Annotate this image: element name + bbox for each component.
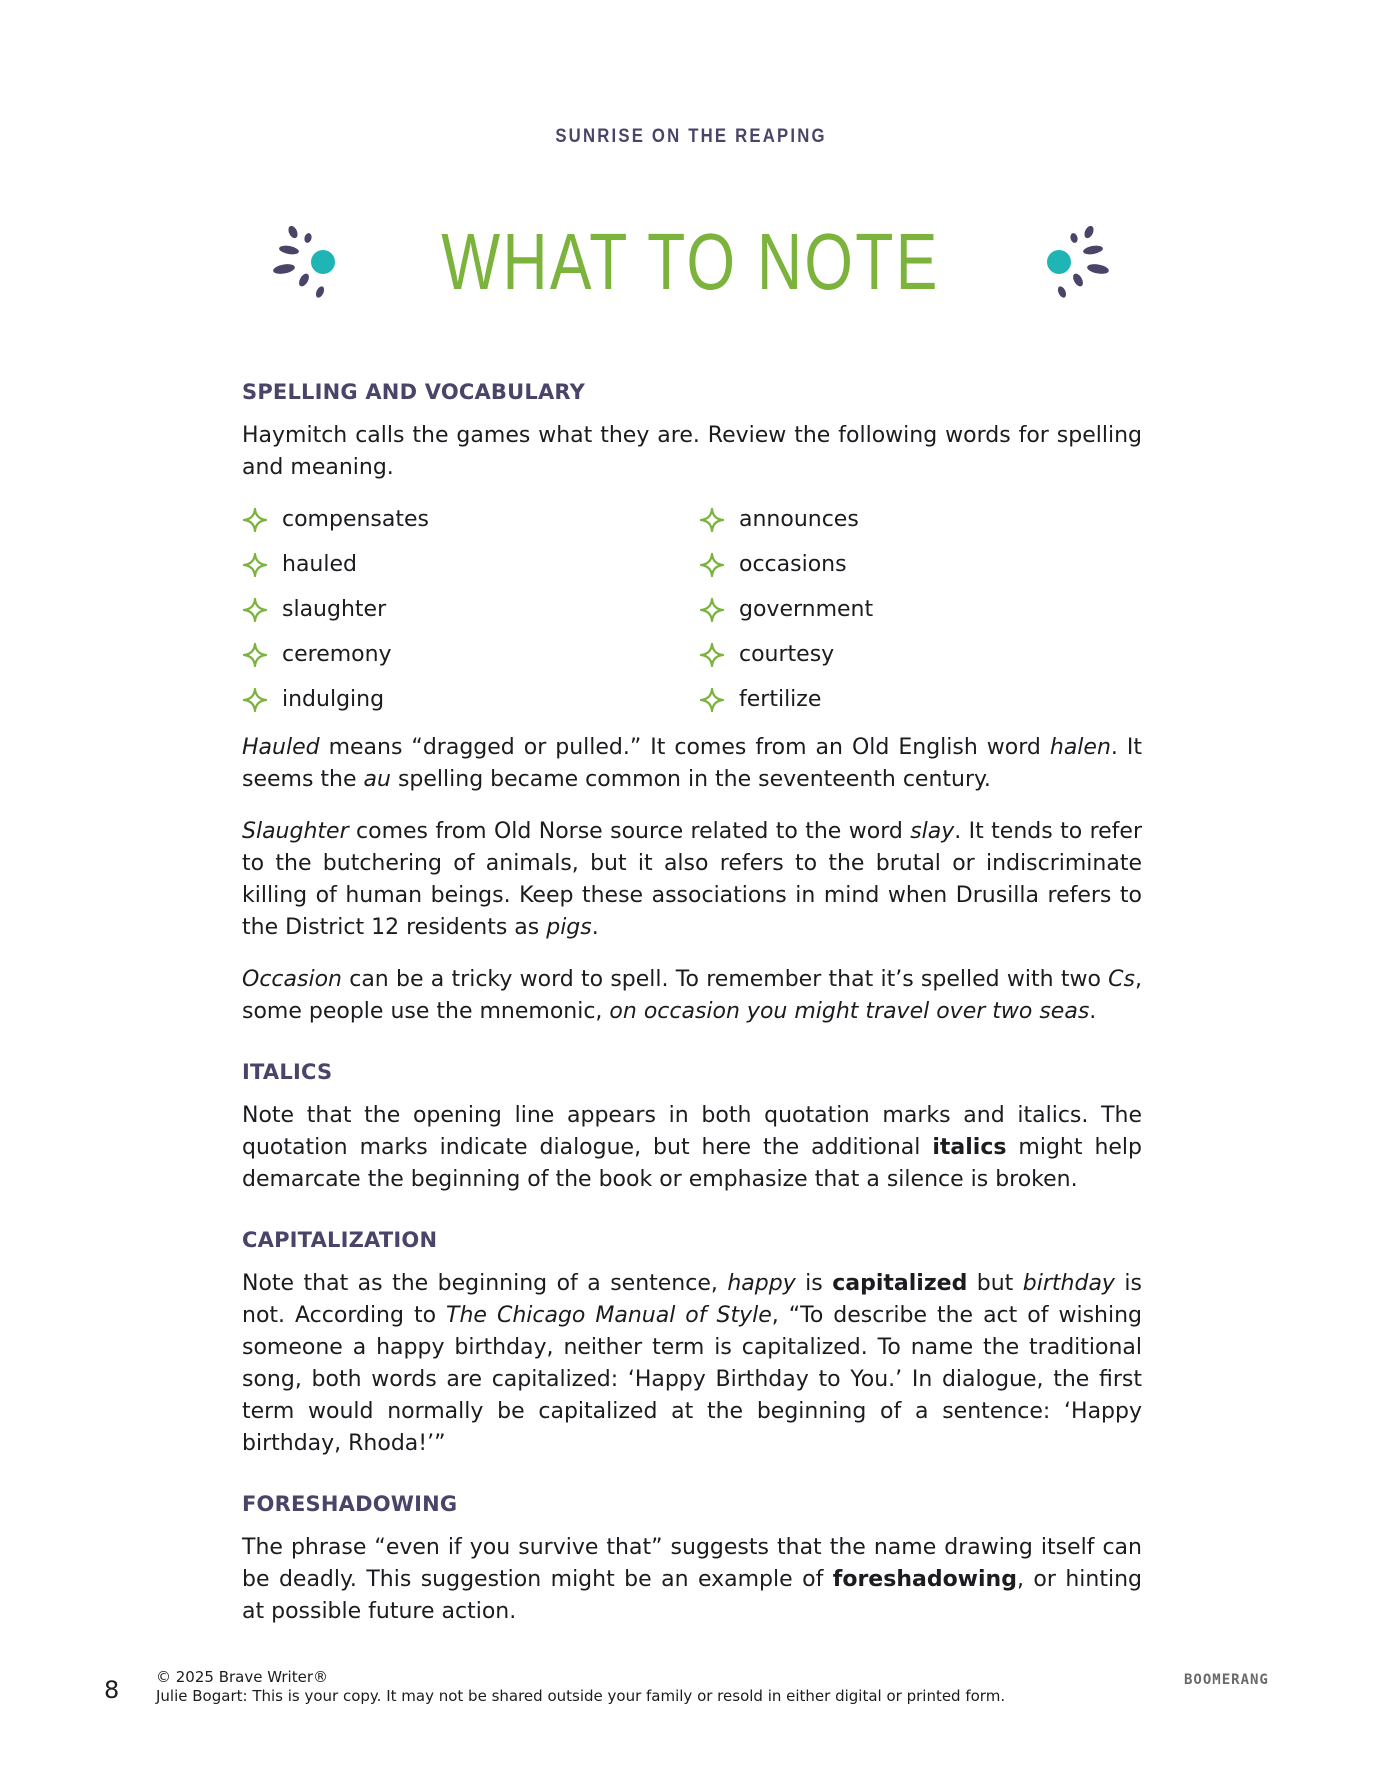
- vocabulary-list: [242, 504, 1142, 716]
- text-run: , some people use the mnemonic,: [242, 967, 1142, 1024]
- page-number: 8: [104, 1676, 120, 1704]
- vocabulary-word: courtesy: [739, 642, 835, 667]
- text-run: but: [967, 1271, 1023, 1296]
- spelling-intro: Haymitch calls the games what they are. Review the following words for spelling and meaning.: [242, 423, 1142, 480]
- text-run: might help demarcate the beginning of the book or emphasize that a silence is broken.: [242, 1135, 1142, 1192]
- diamond-bullet-icon: [699, 552, 725, 578]
- diamond-bullet-icon: [242, 507, 268, 533]
- text-run: comes from Old Norse source related to the word: [348, 819, 911, 844]
- diamond-bullet-icon: [242, 687, 268, 713]
- list-item: [242, 594, 699, 626]
- running-head: SUNRISE ON THE REAPING: [555, 126, 827, 147]
- list-item: [699, 594, 1142, 626]
- vocabulary-word: announces: [739, 507, 859, 532]
- text-run: spelling became common in the seventeenth century.: [390, 767, 991, 792]
- list-item: [242, 549, 699, 581]
- capitalization-paragraph: [242, 1268, 1142, 1460]
- term: Slaughter: [242, 819, 349, 844]
- term: halen: [1049, 735, 1111, 760]
- list-item: [699, 504, 1142, 536]
- section-heading-foreshadowing: FORESHADOWING: [242, 1492, 458, 1516]
- term: slay: [910, 819, 955, 844]
- text-run: . It tends to refer to the butchering of animals, but it also refers to the brutal or indiscriminate killing of human beings. Keep these associations in mind when Drusilla refers to the District 12 residents as: [242, 819, 1143, 940]
- vocabulary-word: compensates: [282, 507, 429, 532]
- term: birthday: [1022, 1271, 1115, 1296]
- diamond-bullet-icon: [699, 687, 725, 713]
- term: happy: [727, 1271, 796, 1296]
- vocabulary-word: occasions: [739, 552, 847, 577]
- text-run: is not. According to: [242, 1271, 1142, 1328]
- list-item: [242, 504, 699, 536]
- brand-logo: BOOMERANG: [1184, 1672, 1269, 1688]
- diamond-bullet-icon: [242, 597, 268, 623]
- section-heading-spelling: SPELLING AND VOCABULARY: [242, 380, 586, 404]
- main-content: [242, 376, 1142, 1648]
- key-term: foreshadowing: [832, 1567, 1017, 1592]
- term: au: [363, 767, 391, 792]
- key-term: capitalized: [832, 1271, 968, 1296]
- burst-ornament-left-icon: [269, 222, 337, 302]
- section-heading-italics: ITALICS: [242, 1060, 333, 1084]
- text-run: Note that as the beginning of a sentence,: [242, 1271, 728, 1296]
- text-run: Note that the opening line appears in both quotation marks and italics. The quotation marks indicate dialogue, but here the additional: [242, 1103, 1142, 1160]
- copyright-notice: [156, 1668, 1005, 1706]
- vocabulary-word: indulging: [282, 687, 385, 712]
- list-item: [242, 639, 699, 671]
- page-footer: [0, 1668, 1382, 1718]
- text-run: , or hinting at possible future action.: [242, 1567, 1142, 1624]
- text-run: can be a tricky word to spell. To remember that it’s spelled with two: [341, 967, 1109, 992]
- vocabulary-word: fertilize: [739, 687, 822, 712]
- diamond-bullet-icon: [699, 642, 725, 668]
- hauled-paragraph: [242, 732, 1142, 796]
- burst-ornament-right-icon: [1045, 222, 1113, 302]
- diamond-bullet-icon: [242, 642, 268, 668]
- key-term: italics: [932, 1135, 1007, 1160]
- list-item: [242, 684, 699, 716]
- text-run: .: [591, 915, 599, 940]
- occasion-paragraph: [242, 964, 1142, 1028]
- slaughter-paragraph: [242, 816, 1142, 944]
- list-item: [699, 684, 1142, 716]
- book-title: The Chicago Manual of Style: [446, 1303, 772, 1328]
- vocabulary-word: ceremony: [282, 642, 392, 667]
- list-item: [699, 639, 1142, 671]
- diamond-bullet-icon: [699, 507, 725, 533]
- text-run: is: [795, 1271, 833, 1296]
- vocabulary-word: slaughter: [282, 597, 387, 622]
- term: Hauled: [242, 735, 320, 760]
- list-item: [699, 549, 1142, 581]
- diamond-bullet-icon: [242, 552, 268, 578]
- section-heading-capitalization: CAPITALIZATION: [242, 1228, 438, 1252]
- text-run: .: [1089, 999, 1097, 1024]
- term: pigs: [546, 915, 592, 940]
- vocabulary-word: hauled: [282, 552, 357, 577]
- title-banner: [0, 212, 1382, 312]
- term: Cs: [1108, 967, 1135, 992]
- text-run: , “To describe the act of wishing someone a happy birthday, neither term is capitalized. To name the traditional song, both words are capitalized: ‘Happy Birthday to You.’ In dialogue, the first term would normally be capitalized at the beginning of a sentence: ‘Happy birthday, Rhoda!’”: [242, 1303, 1142, 1456]
- term: on occasion you might travel over two seas: [609, 999, 1090, 1024]
- page-title: WHAT TO NOTE: [441, 217, 941, 306]
- license-line: Julie Bogart: This is your copy. It may not be shared outside your family or resold in either digital or printed form.: [156, 1687, 1006, 1705]
- diamond-bullet-icon: [699, 597, 725, 623]
- italics-paragraph: [242, 1100, 1142, 1196]
- text-run: The phrase “even if you survive that” suggests that the name drawing itself can be deadly. This suggestion might be an example of: [242, 1535, 1142, 1592]
- text-run: means “dragged or pulled.” It comes from an Old English word: [319, 735, 1050, 760]
- foreshadowing-paragraph: [242, 1532, 1142, 1628]
- vocabulary-word: government: [739, 597, 874, 622]
- text-run: . It seems the: [242, 735, 1142, 792]
- copyright-line: © 2025 Brave Writer®: [156, 1668, 329, 1686]
- term: Occasion: [242, 967, 342, 992]
